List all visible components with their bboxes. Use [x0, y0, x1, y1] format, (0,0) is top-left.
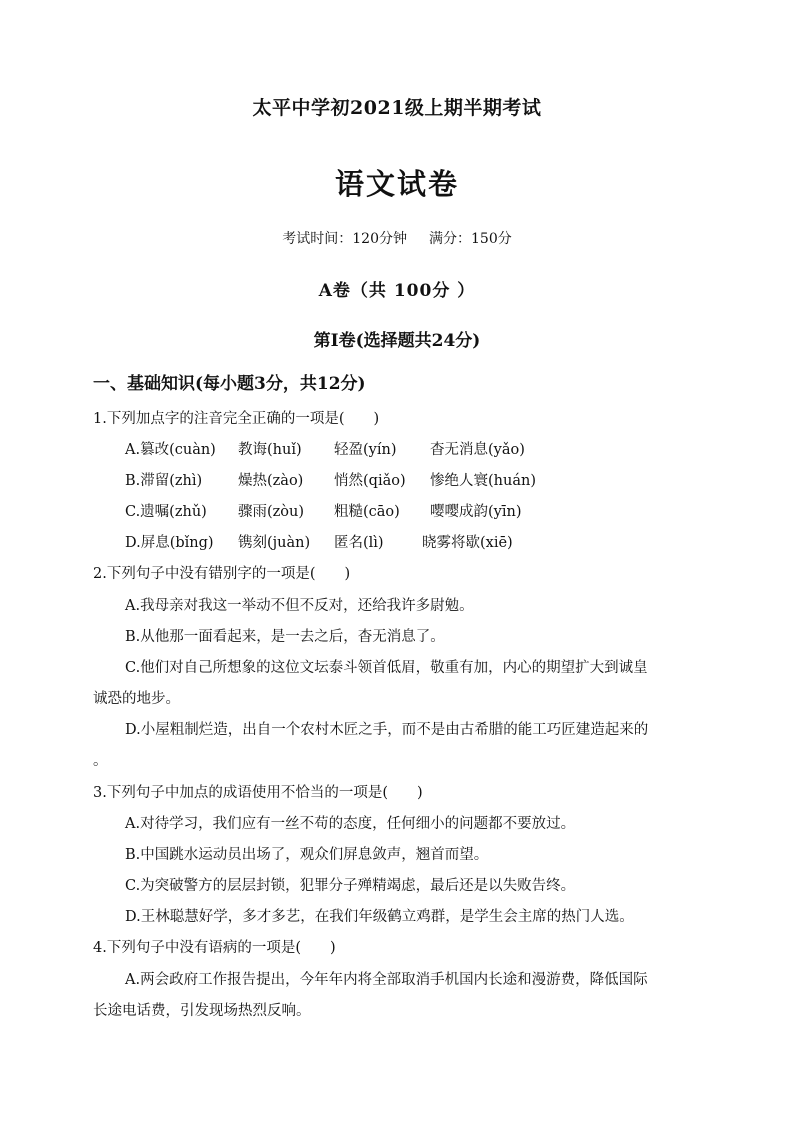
q2-option-a: A.我母亲对我这一举动不但不反对，还给我许多尉勉。 [125, 598, 474, 614]
q2-option-c: C.他们对自己所想象的这位文坛泰斗领首低眉，敬重有加，内心的期望扩大到诚皇 [125, 660, 648, 676]
q1-option-b-3: 悄然(qiǎo) [334, 473, 406, 489]
q1-option-d-3: 匿名(lì) [334, 535, 384, 551]
q1-option-a-2: 教诲(huǐ) [238, 442, 302, 458]
school-exam-title: 太平中学初2021级上期半期考试 [252, 97, 542, 119]
question-1-stem: 1.下列加点字的注音完全正确的一项是( ) [93, 411, 380, 427]
q4-option-a-continued: 长途电话费，引发现场热烈反响。 [93, 1003, 311, 1019]
q1-option-d-2: 镌刻(juàn) [238, 535, 311, 551]
question-3-stem: 3.下列句子中加点的成语使用不恰当的一项是( ) [93, 785, 423, 801]
exam-info [0, 232, 794, 246]
question-2-stem: 2.下列句子中没有错别字的一项是( ) [93, 566, 351, 582]
subject-title: 语文试卷 [334, 167, 459, 201]
q1-option-d-4: 晓雾将歇(xiē) [422, 535, 513, 551]
q1-option-b-4: 惨绝人寰(huán) [430, 473, 536, 489]
full-score: 满分：150分 [429, 231, 512, 247]
volume-title: A卷（共 100分 ） [318, 281, 476, 301]
exam-time: 考试时间：120分钟 [282, 231, 407, 247]
section-heading: 一、基础知识(每小题3分，共12分) [93, 374, 366, 394]
q1-option-b-2: 燥热(zào) [238, 473, 304, 489]
q2-option-d-continued: 。 [93, 753, 108, 769]
q3-option-c: C.为突破警方的层层封锁，犯罪分子殚精竭虑，最后还是以失败告终。 [125, 878, 576, 894]
q1-option-a-3: 轻盈(yín) [334, 442, 397, 458]
q1-option-d-1: D.屏息(bǐng) [125, 535, 214, 551]
q1-option-c-3: 粗糙(cāo) [334, 504, 400, 520]
q1-option-a-1: A.篡改(cuàn) [125, 442, 216, 458]
q1-option-c-4: 嘤嘤成韵(yīn) [430, 504, 522, 520]
q1-option-a-4: 杳无消息(yǎo) [430, 442, 525, 458]
q3-option-a: A.对待学习，我们应有一丝不苟的态度，任何细小的问题都不要放过。 [125, 816, 576, 832]
q1-option-b-1: B.滞留(zhì) [125, 473, 203, 489]
q1-option-c-2: 骤雨(zòu) [238, 504, 305, 520]
q4-option-a: A.两会政府工作报告提出，今年年内将全部取消手机国内长途和漫游费，降低国际 [125, 972, 648, 988]
q2-option-c-continued: 诚恐的地步。 [93, 691, 180, 707]
q3-option-b: B.中国跳水运动员出场了，观众们屏息敛声，翘首而望。 [125, 847, 489, 863]
q2-option-d: D.小屋粗制烂造，出自一个农村木匠之手，而不是由古希腊的能工巧匠建造起来的 [125, 722, 649, 738]
question-4-stem: 4.下列句子中没有语病的一项是( ) [93, 940, 336, 956]
part-title: 第Ⅰ卷(选择题共24分) [313, 331, 481, 351]
q2-option-b: B.从他那一面看起来，是一去之后，杳无消息了。 [125, 629, 445, 645]
q1-option-c-1: C.遗嘱(zhǔ) [125, 504, 207, 520]
q3-option-d: D.王林聪慧好学，多才多艺，在我们年级鹤立鸡群，是学生会主席的热门人选。 [125, 909, 634, 925]
